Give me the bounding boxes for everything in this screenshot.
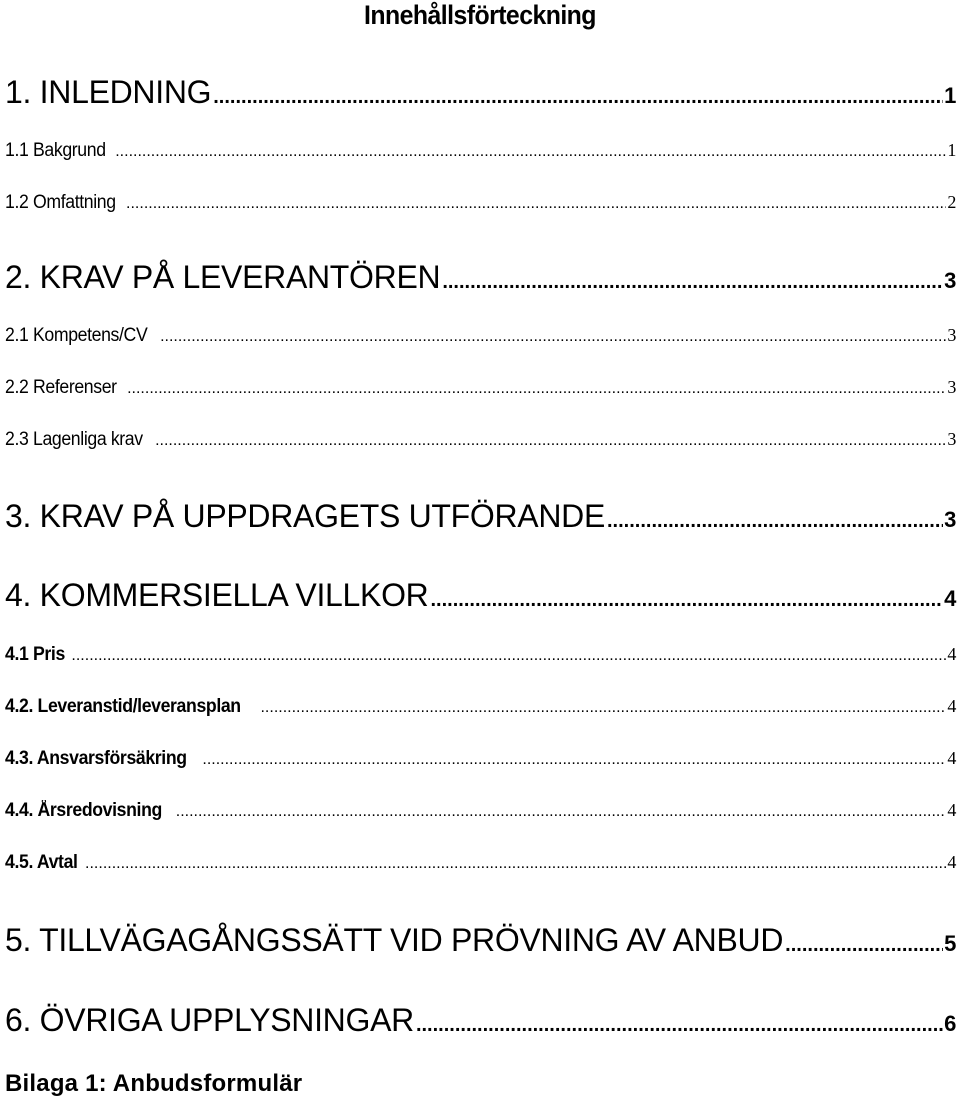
dot-leader xyxy=(607,500,943,532)
toc-page-number: 3 xyxy=(947,325,956,345)
dot-leader xyxy=(260,697,946,716)
toc-entry-label: 4.5. Avtal xyxy=(5,852,78,873)
toc-entry-bakgrund[interactable] xyxy=(5,141,956,160)
toc-page-number: 1 xyxy=(947,140,956,160)
dot-leader xyxy=(416,1004,943,1036)
toc-page-number: 4 xyxy=(947,852,956,872)
appendix-heading: Bilaga 1: Anbudsformulär xyxy=(5,1070,303,1097)
dot-leader xyxy=(176,801,947,820)
toc-entry-lagenliga-krav[interactable] xyxy=(5,430,956,449)
toc-entry-label: 4.3. Ansvarsförsäkring xyxy=(5,748,187,769)
toc-entry-label: 4. KOMMERSIELLA VILLKOR xyxy=(5,577,429,613)
toc-entry-krav-pa-uppdragets-utforande[interactable] xyxy=(5,500,956,532)
dot-leader xyxy=(160,326,946,345)
toc-entry-label: 1. INLEDNING xyxy=(5,74,212,110)
dot-leader xyxy=(115,141,946,160)
toc-page-number: 4 xyxy=(947,748,956,768)
toc-entry-label: 5. TILLVÄGAGÅNGSSÄTT VID PRÖVNING AV ANBUD xyxy=(5,922,784,958)
toc-entry-ansvarsforsakring[interactable] xyxy=(5,749,956,768)
toc-entry-label: 4.1 Pris xyxy=(5,644,65,665)
toc-entry-leveranstid[interactable] xyxy=(5,697,956,716)
toc-entry-label: 2.3 Lagenliga krav xyxy=(5,429,143,450)
toc-entry-tillvagagangssatt[interactable] xyxy=(5,924,956,956)
dot-leader xyxy=(155,430,946,449)
toc-entry-label: 1.1 Bakgrund xyxy=(5,140,106,161)
toc-entry-label: 3. KRAV PÅ UPPDRAGETS UTFÖRANDE xyxy=(5,498,605,534)
toc-page-number: 6 xyxy=(944,1011,956,1036)
toc-entry-label: 4.4. Årsredovisning xyxy=(5,800,162,821)
toc-entry-inledning[interactable] xyxy=(5,76,956,108)
toc-page-number: 3 xyxy=(947,377,956,397)
toc-page-number: 2 xyxy=(947,192,956,212)
toc-page-number: 4 xyxy=(944,586,956,611)
toc-entry-ovriga-upplysningar[interactable] xyxy=(5,1004,956,1036)
toc-entry-label: 2.1 Kompetens/CV xyxy=(5,325,148,346)
toc-entry-avtal[interactable] xyxy=(5,853,956,872)
toc-page-number: 5 xyxy=(944,931,956,956)
dot-leader xyxy=(431,579,944,611)
toc-entry-kommersiella-villkor[interactable] xyxy=(5,579,956,611)
dot-leader xyxy=(442,261,943,293)
dot-leader xyxy=(71,645,946,664)
toc-entry-referenser[interactable] xyxy=(5,378,956,397)
toc-entry-label: 4.2. Leveranstid/leveransplan xyxy=(5,696,241,717)
dot-leader xyxy=(127,378,946,397)
toc-page-number: 1 xyxy=(944,83,956,108)
toc-entry-krav-pa-leverantoren[interactable] xyxy=(5,261,956,293)
page-title: Innehållsförteckning xyxy=(364,0,596,30)
toc-page-number: 3 xyxy=(947,429,956,449)
toc-entry-kompetens-cv[interactable] xyxy=(5,326,956,345)
toc-page-number: 4 xyxy=(947,644,956,664)
dot-leader xyxy=(785,924,943,956)
toc-entry-label: 1.2 Omfattning xyxy=(5,192,116,213)
toc-entry-arsredovisning[interactable] xyxy=(5,801,956,820)
toc-entry-label: 6. ÖVRIGA UPPLYSNINGAR xyxy=(5,1002,414,1038)
dot-leader xyxy=(202,749,946,768)
toc-entry-omfattning[interactable] xyxy=(5,193,956,212)
dot-leader xyxy=(85,853,946,872)
dot-leader xyxy=(126,193,946,212)
toc-page-number: 3 xyxy=(944,507,956,532)
toc-page-number: 4 xyxy=(947,800,956,820)
dot-leader xyxy=(213,76,943,108)
toc-entry-pris[interactable] xyxy=(5,645,956,664)
toc-entry-label: 2. KRAV PÅ LEVERANTÖREN xyxy=(5,259,441,295)
toc-page-number: 4 xyxy=(947,696,956,716)
toc-entry-label: 2.2 Referenser xyxy=(5,377,117,398)
toc-page-number: 3 xyxy=(944,268,956,293)
